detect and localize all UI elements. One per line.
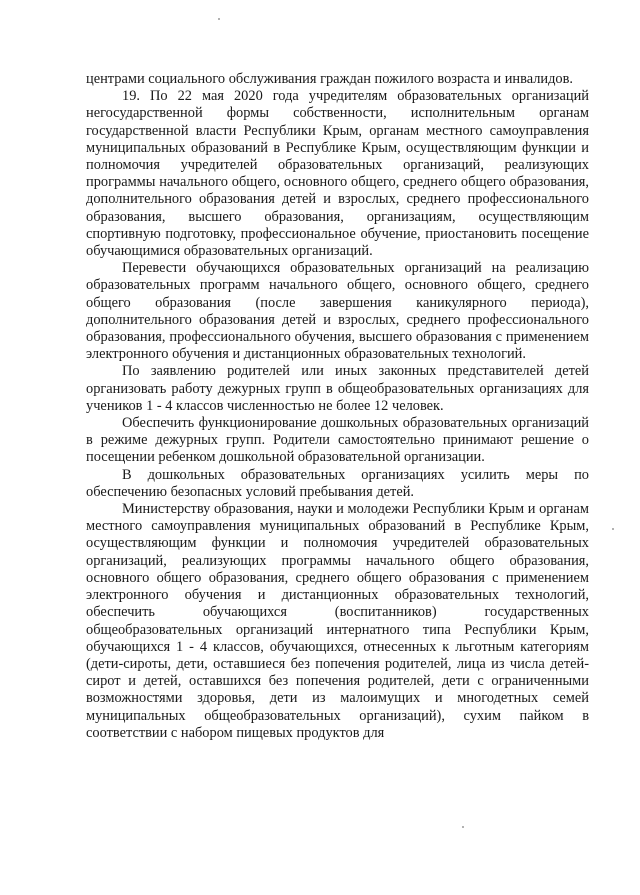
paragraph-preschool-duty: Обеспечить функционирование дошкольных образовательных организаций в режиме дежурных групп. Родители самостоятельно принимают решение о посещении ребенком дошкольной образовательной организации. xyxy=(86,415,589,466)
paragraph-item-19: 19. По 22 мая 2020 года учредителям образовательных организаций негосударственной формы собственности, исполнительным органам государственной власти Республики Крым, органам местного самоуправления муниципальных образований в Республике Крым, осуществляющим функции и полномочия учредителей образовательных организаций, реализующих программы начального общего, основного общего, среднего общего образования, дополнительного образования детей и взрослых, среднего профессионального образования, высшего образования, организациям, осуществляющим спортивную подготовку, профессиональное обучение, приостановить посещение обучающимися образовательных организаций. xyxy=(86,88,589,260)
scan-speck xyxy=(612,528,614,530)
paragraph-continuation: центрами социального обслуживания граждан пожилого возраста и инвалидов. xyxy=(86,71,574,87)
paragraph-duty-groups: По заявлению родителей или иных законных представителей детей организовать работу дежурных групп в общеобразовательных организациях для учеников 1 - 4 классов численностью не более 12 человек. xyxy=(86,363,589,414)
paragraph-ministry-provisions: Министерству образования, науки и молодежи Республики Крым и органам местного самоуправления муниципальных образований в Республике Крым, осуществляющим функции и полномочия учредителей образовательных организаций, реализующих программы начального общего образования, основного общего образования, среднего общего образования с применением электронного обучения и дистанционных образовательных технологий, обеспечить обучающихся (воспитанников) государственных общеобразовательных организаций интернатного типа Республики Крым, обучающихся 1 - 4 классов, обучающихся, отнесенных к льготным категориям (дети-сироты, дети, оставшиеся без попечения родителей, лица из числа детей-сирот и детей, оставшихся без попечения родителей, дети с ограниченными возможностями здоровья, дети из малоимущих и многодетных семей муниципальных общеобразовательных организаций), сухим пайком в соответствии с набором пищевых продуктов для xyxy=(86,501,589,741)
scan-speck xyxy=(462,826,464,828)
scan-speck xyxy=(218,18,220,20)
paragraph-preschool-safety: В дошкольных образовательных организациях усилить меры по обеспечению безопасных условий пребывания детей. xyxy=(86,466,589,500)
paragraph-transfer-students: Перевести обучающихся образовательных организаций на реализацию образовательных программ начального общего, основного общего, среднего общего образования (после завершения каникулярного периода), дополнительного образования детей и взрослых, среднего профессионального образования, профессионального обучения, высшего образования с применением электронного обучения и дистанционных образовательных технологий. xyxy=(86,260,589,363)
document-page xyxy=(86,71,589,742)
